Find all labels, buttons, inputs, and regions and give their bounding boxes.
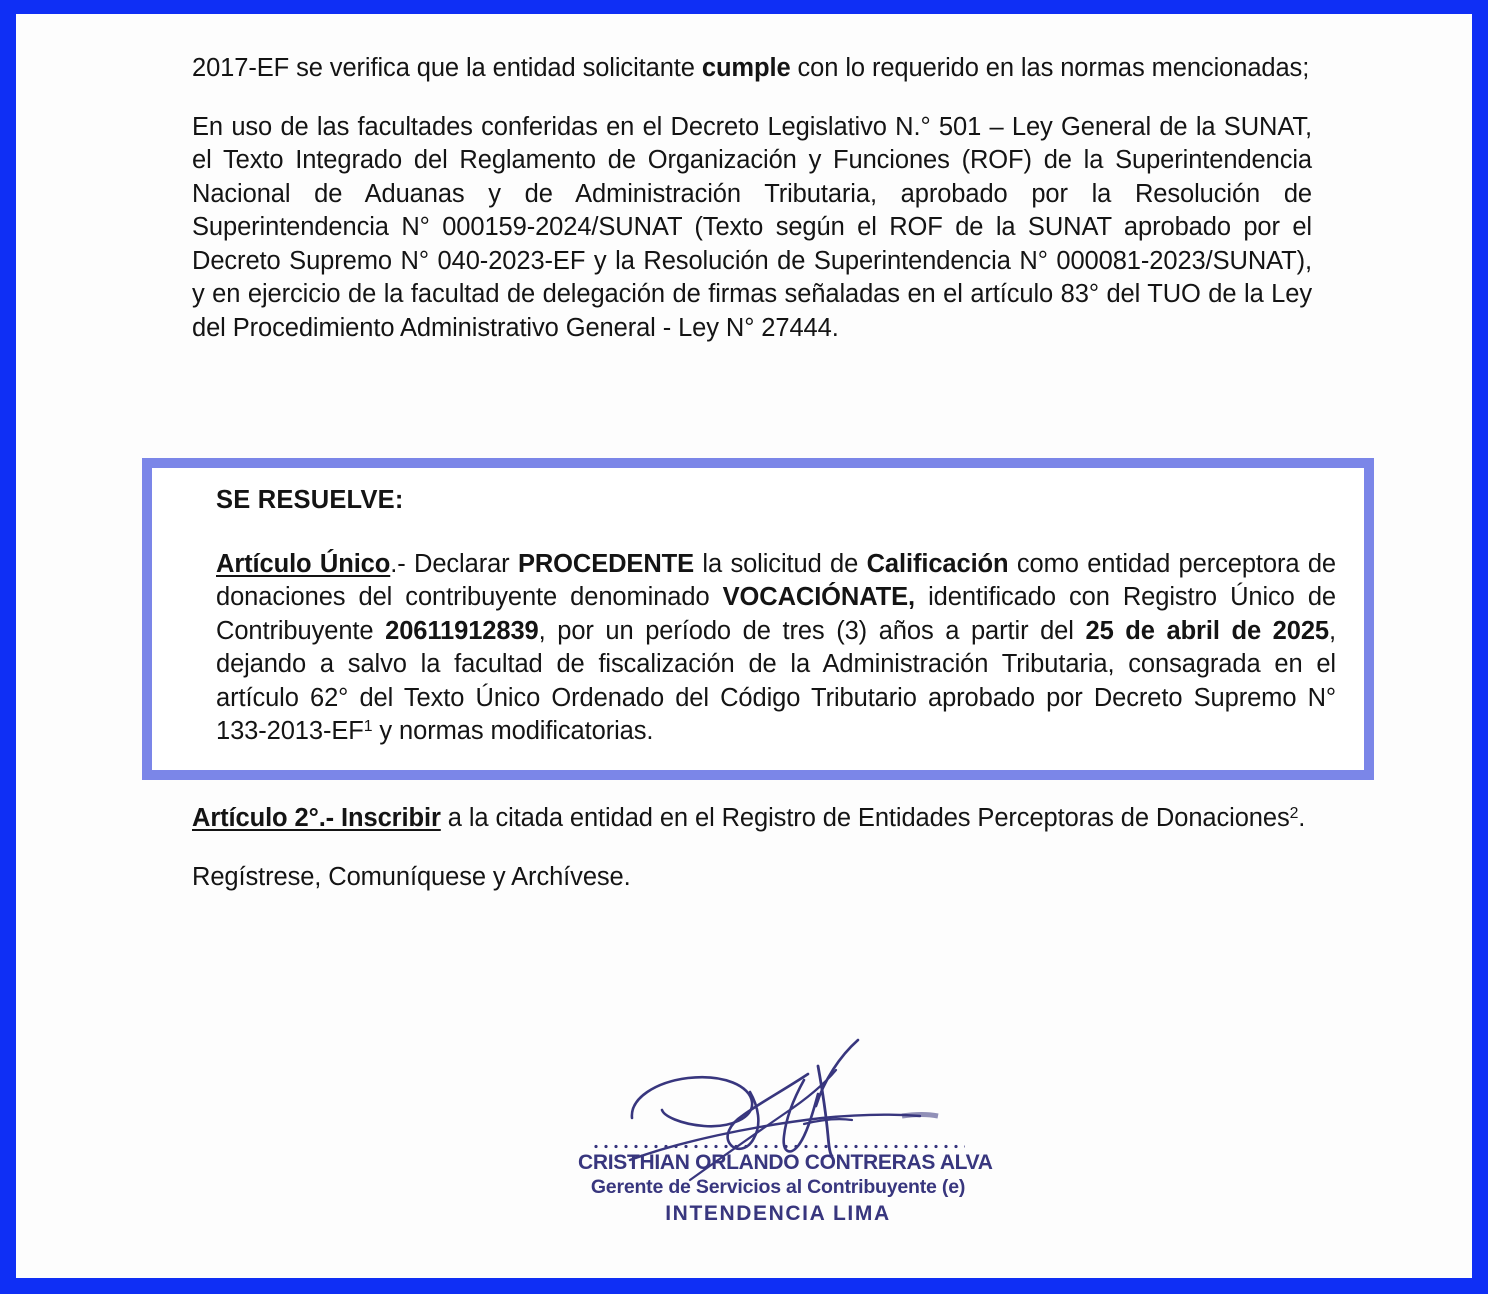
- closing-line: Regístrese, Comuníquese y Archívese.: [192, 862, 631, 891]
- stamp-dotted-rule: [591, 1144, 965, 1149]
- keyword-calificacion: Calificación: [866, 549, 1009, 578]
- article-unico-paragraph: [216, 548, 1336, 749]
- article-unico-t5: , dejando a salvo la facultad de fiscalización de la Administración Tributaria, consagrada en el artículo 62° del Texto Único Ordenado del Código Tributario aprobado por Decreto Supremo N° 133-2013-EF: [216, 616, 1336, 745]
- stamp-officer-name: CRISTHIAN ORLANDO CONTRERAS ALVA: [578, 1151, 993, 1174]
- keyword-procedente: PROCEDENTE: [517, 549, 695, 578]
- article-unico-dash: .- Declarar: [390, 549, 518, 578]
- article-unico-t2: como entidad perceptora de donaciones del contribuyente denominado: [216, 549, 1336, 611]
- stamp-office: INTENDENCIA LIMA: [665, 1202, 891, 1225]
- resolution-highlight-box: [142, 458, 1374, 780]
- document-lower-text: [192, 802, 1312, 919]
- start-date: 25 de abril de 2025: [1085, 616, 1329, 645]
- article-unico-t6: y normas modificatorias.: [372, 717, 654, 745]
- stamp-officer-role: Gerente de Servicios al Contribuyente (e): [590, 1176, 966, 1198]
- document-sheet: [16, 14, 1472, 1278]
- resolution-content: [216, 484, 1336, 749]
- article-two-period: .: [1298, 804, 1306, 832]
- footnote-marker-2: 2: [1289, 804, 1299, 822]
- ruc-number: 20611912839: [385, 616, 539, 645]
- article-two-paragraph: [192, 802, 1312, 836]
- article-unico-t3: identificado con Registro Único de Contribuyente: [216, 583, 1336, 645]
- resolution-heading: SE RESUELVE:: [216, 486, 404, 514]
- entity-name: VOCACIÓNATE,: [722, 583, 916, 611]
- official-stamp: [578, 1144, 993, 1226]
- keyword-cumple: cumple: [701, 54, 791, 82]
- paragraph-verification-part1: 2017-EF se verifica que la entidad solicitante: [192, 54, 702, 82]
- article-unico-label: Artículo Único: [216, 549, 391, 578]
- article-unico-t1: la solicitud de: [694, 549, 867, 578]
- paragraph-verification: [192, 52, 1312, 86]
- article-two-label: Artículo 2°.- Inscribir: [192, 804, 441, 832]
- paragraph-legal-basis: En uso de las facultades conferidas en el Decreto Legislativo N.° 501 – Ley General de la SUNAT, el Texto Integrado del Reglamento de Organización y Funciones (ROF) de la Superintendencia Nacional de Aduanas y de Administración Tributaria, aprobado por la Resolución de Superintendencia N° 000159-2024/SUNAT (Texto según el ROF de la SUNAT aprobado por el Decreto Supremo N° 040-2023-EF y la Resolución de Superintendencia N° 000081-2023/SUNAT), y en ejercicio de la facultad de delegación de firmas señaladas en el artículo 83° del TUO de la Ley del Procedimiento Administrativo General - Ley N° 27444.: [192, 112, 1312, 342]
- article-two-text: a la citada entidad en el Registro de Entidades Perceptoras de Donaciones: [440, 804, 1290, 832]
- document-upper-text: [192, 52, 1312, 370]
- paragraph-verification-part2: con lo requerido en las normas mencionadas;: [790, 54, 1310, 82]
- article-unico-t4: , por un período de tres (3) años a partir del: [538, 616, 1086, 645]
- signature-block: [572, 1032, 992, 1262]
- footnote-marker-1: 1: [363, 717, 373, 735]
